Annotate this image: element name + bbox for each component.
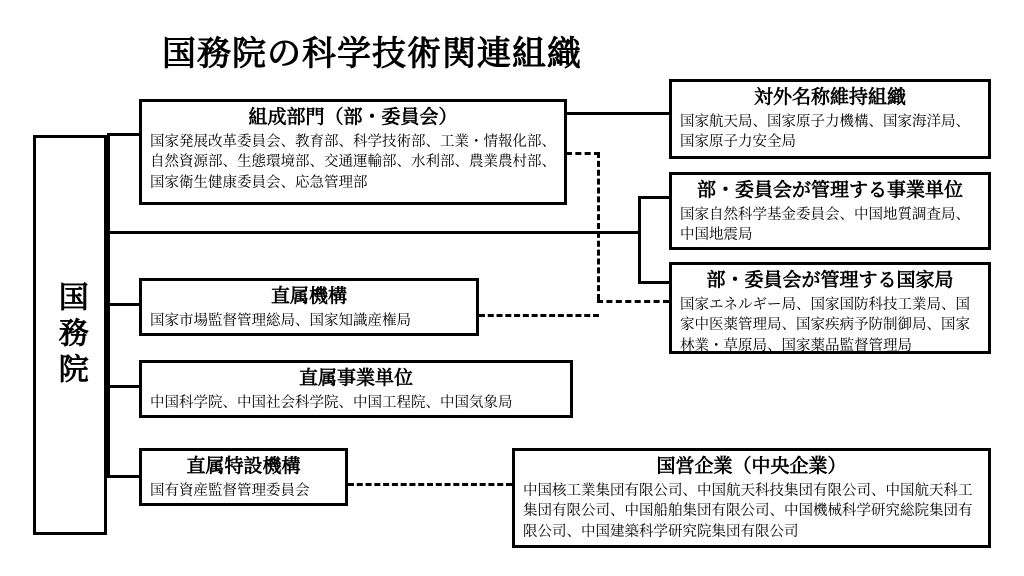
box-managed-units[interactable] — [669, 172, 991, 250]
box-external-name-organizations-title: 対外名称維持組織 — [753, 87, 906, 108]
connector-dashed-constituent-top — [566, 152, 600, 155]
box-direct-organizations-title: 直属機構 — [270, 286, 347, 307]
box-constituent-departments[interactable] — [139, 99, 567, 205]
box-constituent-departments-body: 国家発展改革委員会、教育部、科学技術部、工業・情報化部、自然資源部、生態環境部、交通運輸部、水利部、農業農村部、国家衛生健康委員会、応急管理部 — [150, 133, 556, 191]
box-state-council[interactable] — [33, 135, 107, 535]
box-managed-units-body: 国家自然科学基金委員会、中国地質調査局、中国地震局 — [680, 206, 970, 244]
connector-root-to-constituent — [107, 133, 139, 136]
box-special-organizations-title: 直属特設機構 — [186, 456, 301, 477]
box-managed-units-title: 部・委員会が管理する事業単位 — [696, 180, 963, 201]
box-state-council-title: 国務院 — [53, 281, 87, 389]
connector-bus-to-managed-bureau — [638, 281, 669, 284]
connector-dashed-direct-org — [479, 314, 599, 317]
box-direct-organizations[interactable] — [139, 278, 479, 336]
connector-dashed-special-to-enterprise — [348, 483, 512, 486]
box-managed-bureaus-title: 部・委員会が管理する国家局 — [706, 270, 954, 291]
box-direct-organizations-body: 国家市場監督管理総局、国家知識産権局 — [150, 312, 411, 329]
box-constituent-departments-title: 組成部門（部・委員会） — [248, 107, 458, 128]
connector-dashed-constituent-vertical — [597, 152, 600, 300]
connector-bus-vertical — [638, 196, 641, 284]
connector-constituent-to-external-name — [566, 112, 669, 115]
box-direct-units-body: 中国科学院、中国社会科学院、中国工程院、中国気象局 — [150, 394, 513, 411]
connector-root-to-special-org — [107, 475, 139, 478]
page-title: 国務院の科学技術関連組織 — [162, 35, 582, 73]
box-external-name-organizations-body: 国家航天局、国家原子力機構、国家海洋局、国家原子力安全局 — [680, 113, 970, 151]
connector-dashed-to-managed-bureau — [597, 300, 669, 303]
box-direct-units-title: 直属事業単位 — [298, 368, 413, 389]
box-state-enterprises[interactable] — [512, 448, 991, 548]
connector-bus-to-managed-unit — [638, 196, 669, 199]
box-state-enterprises-title: 国営企業（中央企業） — [656, 456, 847, 477]
connector-root-to-direct-org — [107, 303, 139, 306]
box-managed-bureaus[interactable] — [669, 262, 991, 354]
box-direct-units[interactable] — [139, 360, 573, 418]
box-external-name-organizations[interactable] — [669, 79, 991, 159]
connector-bus-horizontal — [107, 231, 641, 234]
box-state-enterprises-body: 中国核工業集団有限公司、中国航天科技集団有限公司、中国航天科工集団有限公司、中国船舶集団有限公司、中国機械科学研究総院集団有限公司、中国建築科学研究院集団有限公司 — [523, 482, 973, 540]
box-special-organizations-body: 国有資産監督管理委員会 — [150, 482, 310, 499]
box-managed-bureaus-body: 国家エネルギー局、国家国防科技工業局、国家中医薬管理局、国家疾病予防制御局、国家林業・草原局、国家薬品監督管理局 — [680, 296, 970, 354]
box-special-organizations[interactable] — [139, 448, 348, 506]
connector-root-to-direct-unit — [107, 385, 139, 388]
